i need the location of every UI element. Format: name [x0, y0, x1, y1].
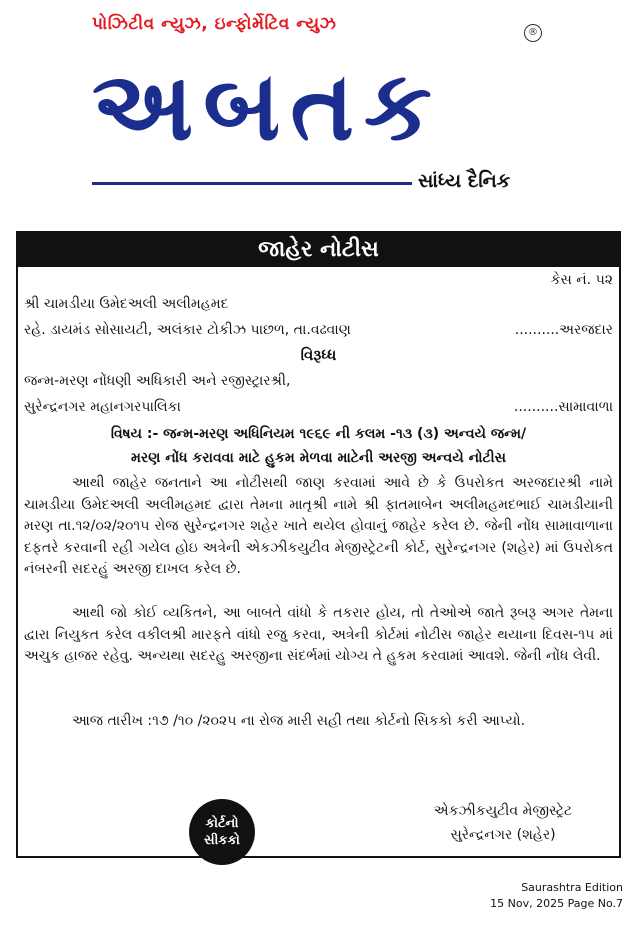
- public-notice: [16, 231, 621, 858]
- signatory-title: એકઝીકયુટીવ મેજીસ્ટ્રેટ: [433, 803, 573, 819]
- newspaper-logo: અબતક: [92, 50, 442, 162]
- respondent-role: ..........સામાવાળા: [513, 399, 613, 415]
- applicant-role: ..........અરજદાર: [514, 322, 613, 338]
- signatory-block: [398, 799, 608, 847]
- seal-line-2: સીકકો: [204, 833, 240, 848]
- respondent-row: [24, 397, 613, 417]
- respondent-line-2: સુરેન્દ્રનગર મહાનગરપાલિકા: [24, 399, 181, 415]
- edition-footer: [463, 880, 623, 912]
- applicant-address-row: [24, 320, 613, 340]
- applicant-address: રહે. ડાયમંડ સોસાયટી, અલંકાર ટોકીઝ પાછળ, તા.વઢવાણ: [24, 322, 351, 338]
- notice-paragraph-3: આજ તારીખ :૧૭ /૧૦ /૨૦૨૫ ના રોજ મારી સહી તથા કોર્ટનો સિકકો કરી આપ્યો.: [72, 713, 526, 729]
- subject-line-1: વિષય :- જન્મ-મરણ અધિનિયમ ૧૯૬૯ ની કલમ -૧૩ (૩) અન્વયે જન્મ/: [110, 426, 527, 442]
- registered-trademark-icon: ®: [524, 24, 542, 42]
- applicant-name: શ્રી ચામડીયા ઉમેદઅલી અલીમહમદ: [24, 296, 229, 312]
- notice-title: જાહેર નોટીસ: [18, 233, 619, 267]
- signatory-location: સુરેન્દ્રનગર (શહેર): [450, 827, 556, 843]
- masthead-subtitle: સાંધ્ય દૈનિક: [418, 170, 511, 192]
- edition-date-page: 15 Nov, 2025 Page No.7: [490, 897, 623, 910]
- logo-underline: [92, 182, 412, 185]
- edition-name: Saurashtra Edition: [521, 881, 623, 894]
- respondent-line-1: જન્મ-મરણ નોંધણી અધિકારી અને રજીસ્ટ્રારશ્રી,: [24, 373, 291, 389]
- notice-paragraph-2: આથી જો કોઈ વ્યકિતને, આ બાબતે વાંધો કે તકરાર હોય, તો તેઓએ જાતે રૂબરૂ અગર તેમના દ્વારા નિયુકત કરેલ વકીલશ્રી મારફતે વાંધો રજુ કરવા, અત્રેની કોર્ટમાં નોટીસ જાહેર થયાના દિવસ-૧૫ માં અચુક હાજર રહેવુ. અન્યથા સદરહુ અરજીના સંદર્ભમાં યોગ્ય તે હુકમ કરવામાં આવશે. જેની નોંધ લેવી.: [24, 605, 613, 664]
- masthead-tagline: પોઝિટીવ ન્યુઝ, ઇન્ફોર્મેટિવ ન્યુઝ: [92, 14, 337, 34]
- seal-line-1: કોર્ટનો: [205, 816, 239, 831]
- court-seal: [189, 799, 255, 865]
- versus-label: વિરૂધ્ધ: [300, 346, 337, 364]
- case-number: કેસ નં. ૫૨: [550, 272, 613, 288]
- notice-paragraph-1: આથી જાહેર જનતાને આ નોટીસથી જાણ કરવામાં આવે છે કે ઉપરોકત અરજદારશ્રી નામે ચામડીયા ઉમેદઅલી અલીમહમદ દ્વારા તેમના માતૃશ્રી નામે શ્રી ફાતમાબેન અલીમહમદભાઈ ચામડીયાની મરણ તા.૧૨/૦૨/૨૦૧૫ રોજ સુરેન્દ્રનગર શહેર ખાતે થયેલ હોવાનું જાહેર કરેલ છે. જેની નોંધ સામાવાળાના દફતરે કરવાની રહી ગયેલ હોઇ અત્રેની એકઝીકયુટીવ મેજીસ્ટ્રેટની કોર્ટ, સુરેન્દ્રનગર (શહેર) માં ઉપરોકત નંબરની સદરહું અરજી દાખલ કરેલ છે.: [24, 475, 613, 577]
- subject-line-2: મરણ નોંધ કરાવવા માટે હુકમ મેળવા માટેની અરજી અન્વયે નોટીસ: [131, 450, 506, 466]
